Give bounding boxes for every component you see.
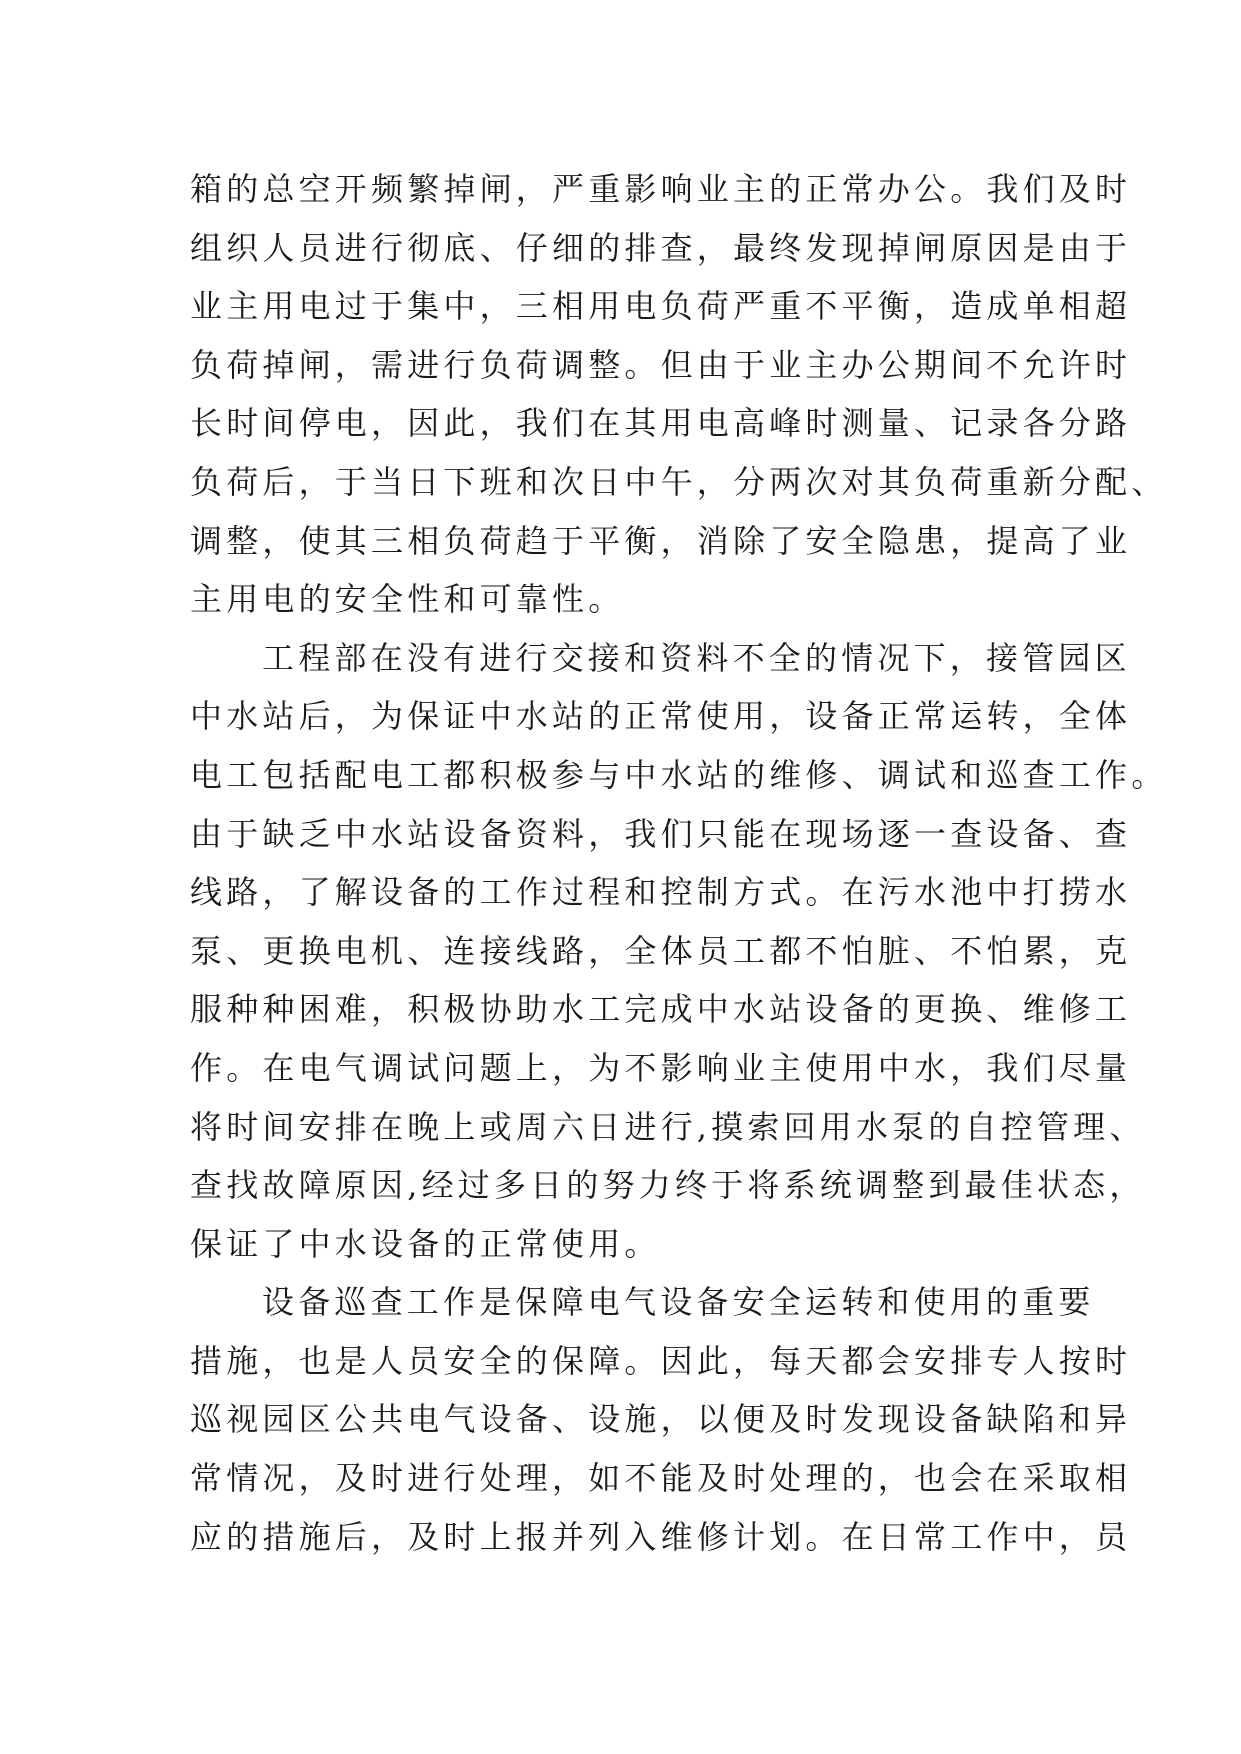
text-line: 主用电的安全性和可靠性。: [190, 580, 625, 619]
paragraph-first-line: 设备巡查工作是保障电气设备安全运转和使用的重要: [262, 1283, 1095, 1322]
text-line: 泵、更换电机、连接线路，全体员工都不怕脏、不怕累，克: [190, 931, 1132, 970]
text-line: 业主用电过于集中，三相用电负荷严重不平衡，造成单相超: [190, 287, 1132, 326]
text-line: 将时间安排在晚上或周六日进行,摸索回用水泵的自控管理、: [190, 1107, 1146, 1146]
text-line: 应的措施后，及时上报并列入维修计划。在日常工作中，员: [190, 1517, 1132, 1556]
text-line: 常情况，及时进行处理，如不能及时处理的，也会在采取相: [190, 1459, 1132, 1498]
text-line: 巡视园区公共电气设备、设施，以便及时发现设备缺陷和异: [190, 1400, 1132, 1439]
text-line: 中水站后，为保证中水站的正常使用，设备正常运转，全体: [190, 697, 1132, 736]
text-line: 电工包括配电工都积极参与中水站的维修、调试和巡查工作。: [190, 755, 1168, 794]
text-line: 调整，使其三相负荷趋于平衡，消除了安全隐患，提高了业: [190, 521, 1132, 560]
text-line: 由于缺乏中水站设备资料，我们只能在现场逐一查设备、查: [190, 814, 1132, 853]
text-line: 措施，也是人员安全的保障。因此，每天都会安排专人按时: [190, 1341, 1132, 1380]
text-line: 服种种困难，积极协助水工完成中水站设备的更换、维修工: [190, 990, 1132, 1029]
text-line: 长时间停电，因此，我们在其用电高峰时测量、记录各分路: [190, 404, 1132, 443]
text-line: 负荷掉闸，需进行负荷调整。但由于业主办公期间不允许时: [190, 345, 1132, 384]
text-line: 查找故障原因,经过多日的努力终于将系统调整到最佳状态，: [190, 1166, 1146, 1205]
text-line: 负荷后，于当日下班和次日中午，分两次对其负荷重新分配、: [190, 462, 1168, 501]
text-line: 组织人员进行彻底、仔细的排查，最终发现掉闸原因是由于: [190, 228, 1132, 267]
text-line: 作。在电气调试问题上，为不影响业主使用中水，我们尽量: [190, 1048, 1132, 1087]
paragraph-first-line: 工程部在没有进行交接和资料不全的情况下，接管园区: [262, 638, 1131, 677]
document-body: [190, 160, 1168, 1566]
text-line: 线路，了解设备的工作过程和控制方式。在污水池中打捞水: [190, 873, 1132, 912]
text-line: 保证了中水设备的正常使用。: [190, 1224, 661, 1263]
text-line: 箱的总空开频繁掉闸，严重影响业主的正常办公。我们及时: [190, 170, 1132, 208]
